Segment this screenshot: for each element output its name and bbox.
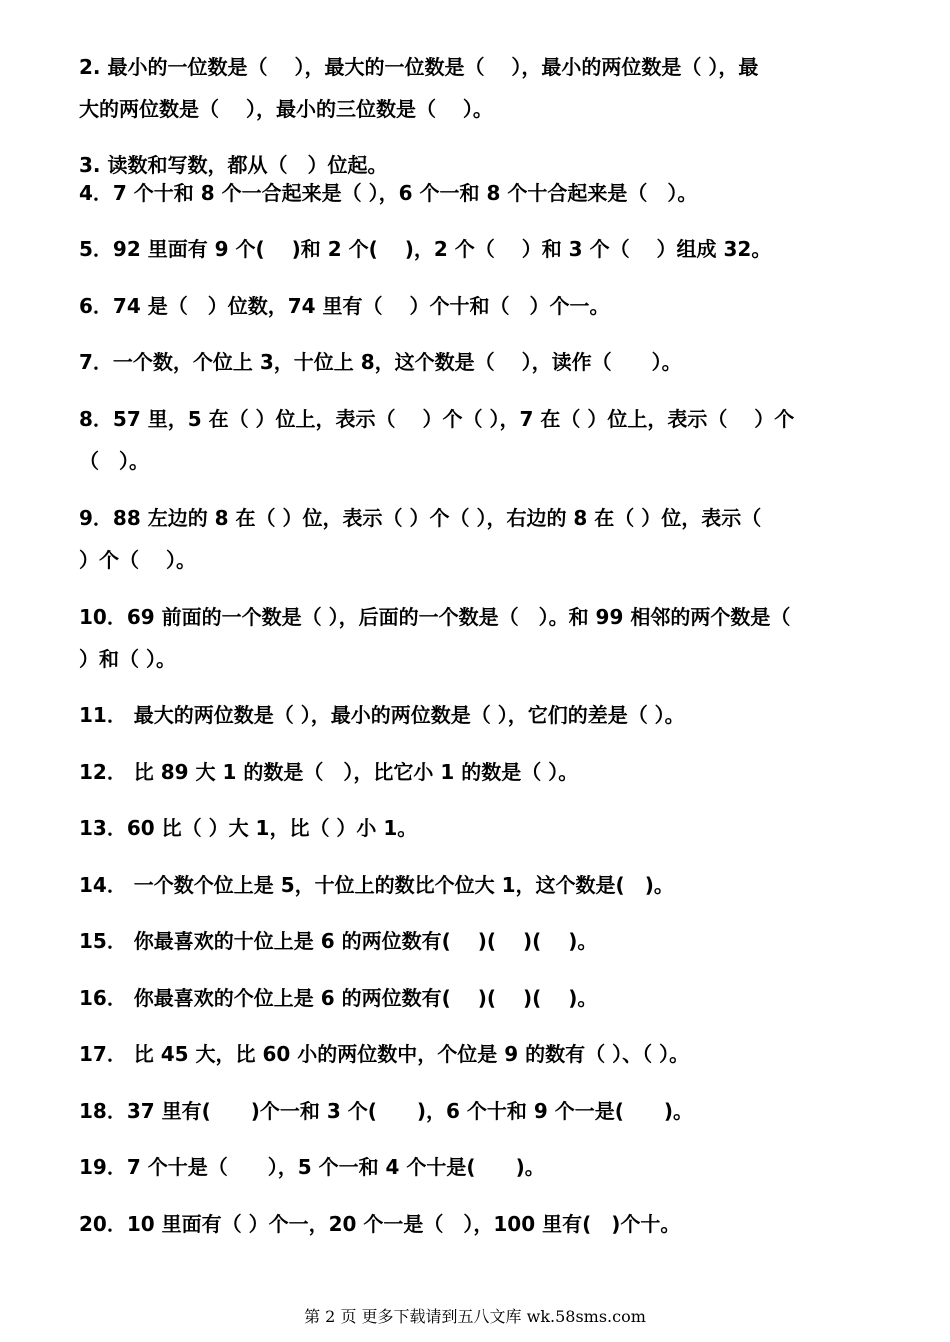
page-footer: 第 2 页 更多下载请到五八文库 wk.58sms.com bbox=[304, 1307, 646, 1326]
question-17: 17． 比 45 大，比 60 小的两位数中，个位是 9 的数有（ ）、（ ）。 bbox=[79, 1042, 690, 1066]
question-12: 12． 比 89 大 1 的数是（ ），比它小 1 的数是（ ）。 bbox=[79, 760, 579, 784]
question-10-line-2: ）和（ ）。 bbox=[79, 647, 176, 671]
question-2-line-2: 大的两位数是（ ），最小的三位数是（ ）。 bbox=[79, 97, 493, 121]
question-8-line-1: 8．57 里，5 在（ ）位上，表示（ ）个（ ），7 在（ ）位上，表示（ ）个 bbox=[79, 407, 795, 431]
question-16: 16． 你最喜欢的个位上是 6 的两位数有( )( )( )。 bbox=[79, 986, 598, 1010]
question-10-line-1: 10．69 前面的一个数是（ ），后面的一个数是（ ）。和 99 相邻的两个数是（ bbox=[79, 605, 791, 629]
question-19: 19．7 个十是（ ），5 个一和 4 个十是( )。 bbox=[79, 1155, 545, 1179]
question-9-line-1: 9．88 左边的 8 在（ ）位，表示（ ）个（ ），右边的 8 在（ ）位，表示（ bbox=[79, 506, 762, 530]
question-5: 5．92 里面有 9 个( )和 2 个( )，2 个（ ）和 3 个（ ）组成 32。 bbox=[79, 237, 772, 261]
question-20: 20．10 里面有（ ）个一，20 个一是（ ），100 里有( )个十。 bbox=[79, 1212, 681, 1236]
question-14: 14． 一个数个位上是 5，十位上的数比个位大 1，这个数是( )。 bbox=[79, 873, 674, 897]
question-7: 7．一个数，个位上 3，十位上 8，这个数是（ ），读作（ ）。 bbox=[79, 350, 682, 374]
question-8-line-2: （ ）。 bbox=[79, 449, 149, 473]
question-6: 6．74 是（ ）位数，74 里有（ ）个十和（ ）个一。 bbox=[79, 294, 610, 318]
question-4: 4．7 个十和 8 个一合起来是（ ），6 个一和 8 个十合起来是（ ）。 bbox=[79, 181, 698, 205]
question-13: 13．60 比（ ）大 1，比（ ）小 1。 bbox=[79, 816, 418, 840]
question-15: 15． 你最喜欢的十位上是 6 的两位数有( )( )( )。 bbox=[79, 929, 598, 953]
question-9-line-2: ）个（ ）。 bbox=[79, 548, 196, 572]
question-11: 11． 最大的两位数是（ ），最小的两位数是（ ），它们的差是（ ）。 bbox=[79, 703, 685, 727]
question-3: 3. 读数和写数，都从（ ）位起。 bbox=[79, 153, 388, 177]
question-18: 18．37 里有( )个一和 3 个( )，6 个十和 9 个一是( )。 bbox=[79, 1099, 694, 1123]
question-2-line-1: 2. 最小的一位数是（ ），最大的一位数是（ ），最小的两位数是（ ），最 bbox=[79, 55, 759, 79]
